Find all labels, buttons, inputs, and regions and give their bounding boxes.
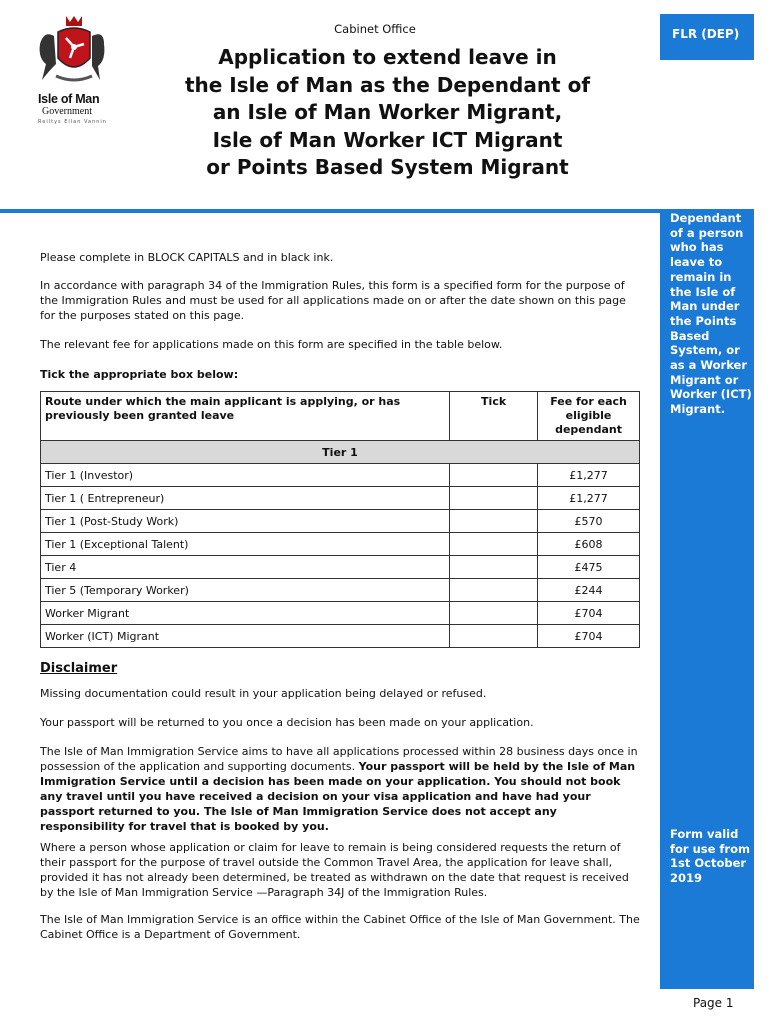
- rules-paragraph: In accordance with paragraph 34 of the Immigration Rules, this form is a specified form for the purpose of the Immigration Rules and must be used for all applications made on or after the date shown on this page for the purposes stated on this page.: [40, 279, 626, 322]
- fee-cell: £704: [538, 625, 640, 648]
- fee-cell: £475: [538, 556, 640, 579]
- fee-cell: £570: [538, 510, 640, 533]
- passport-warning: Your passport will be held by the Isle of Man Immigration Service until a decision has been made on your application. You should not book any travel until you have received a decision on your visa application and have had your passport returned to you. The Isle of Man Immigration Service does not accept any responsibility for travel that is booked by you.: [40, 760, 636, 833]
- tick-box[interactable]: [450, 556, 538, 579]
- table-row: [41, 510, 640, 533]
- fee-column-header: Fee for each eligible dependant: [538, 392, 640, 441]
- sidebar: [660, 209, 754, 989]
- tier-section-label: Tier 1: [41, 441, 640, 464]
- logo-tagline: Reiltys Ellan Vannin: [38, 119, 107, 125]
- coat-of-arms-icon: [36, 14, 108, 90]
- tick-box[interactable]: [450, 579, 538, 602]
- disclaimer-heading: Disclaimer: [40, 661, 118, 676]
- tick-column-header: Tick: [450, 392, 538, 441]
- tick-box[interactable]: [450, 464, 538, 487]
- title-line: Application to extend leave in: [218, 45, 557, 69]
- disclaimer-paragraph: The Isle of Man Immigration Service is an office within the Cabinet Office of the Isle of Man Government. The Cabinet Office is a Department of Government.: [40, 913, 640, 941]
- title-line: Isle of Man Worker ICT Migrant: [212, 127, 563, 152]
- disclaimer-paragraph: Your passport will be returned to you once a decision has been made on your application.: [40, 716, 534, 729]
- route-cell: Worker Migrant: [41, 602, 450, 625]
- tick-heading: Tick the appropriate box below:: [40, 368, 239, 381]
- page-title: [150, 44, 625, 182]
- department-name: Cabinet Office: [334, 22, 416, 36]
- title-line: the Isle of Man as the Dependant of: [184, 72, 591, 97]
- table-row: [41, 602, 640, 625]
- table-row: [41, 533, 640, 556]
- route-cell: Tier 1 (Investor): [41, 464, 450, 487]
- route-cell: Worker (ICT) Migrant: [41, 625, 450, 648]
- fee-intro-paragraph: The relevant fee for applications made on this form are specified in the table below.: [40, 338, 503, 351]
- table-row: [41, 579, 640, 602]
- title-line: or Points Based System Migrant: [206, 155, 569, 179]
- route-cell: Tier 1 (Exceptional Talent): [41, 533, 450, 556]
- tier-section-row: [41, 441, 640, 464]
- tick-box[interactable]: [450, 602, 538, 625]
- fee-cell: £704: [538, 602, 640, 625]
- tick-box[interactable]: [450, 510, 538, 533]
- header-divider: [0, 209, 660, 213]
- disclaimer-paragraph: Where a person whose application or claim for leave to remain is being considered requests the return of their passport for the purpose of travel outside the Common Travel Area, the application for leave shall, provided it has not already been determined, be treated as withdrawn on the date that request is received by the Isle of Man Immigration Service —Paragraph 34J of the Immigration Rules.: [40, 841, 629, 899]
- title-line: an Isle of Man Worker Migrant,: [212, 100, 563, 124]
- table-header-row: [41, 392, 640, 441]
- government-logo: [32, 14, 112, 125]
- route-cell: Tier 1 (Post-Study Work): [41, 510, 450, 533]
- logo-subtitle: Government: [42, 106, 92, 117]
- instruction-text: Please complete in BLOCK CAPITALS and in black ink.: [40, 251, 334, 264]
- sidebar-validity: Form valid for use from 1st October 2019: [670, 827, 750, 886]
- logo-name: Isle of Man: [38, 92, 100, 106]
- tick-box[interactable]: [450, 487, 538, 510]
- form-code-badge: FLR (DEP): [660, 14, 754, 60]
- tick-box[interactable]: [450, 533, 538, 556]
- page-number: Page 1: [693, 996, 734, 1010]
- fee-cell: £1,277: [538, 464, 640, 487]
- sidebar-description: Dependant of a person who has leave to remain in the Isle of Man under the Points Based System, or as a Worker Migrant or Worker (ICT) Migrant.: [670, 211, 752, 417]
- fee-cell: £1,277: [538, 487, 640, 510]
- table-row: [41, 487, 640, 510]
- route-cell: Tier 4: [41, 556, 450, 579]
- disclaimer-paragraph: [40, 744, 640, 834]
- fee-cell: £608: [538, 533, 640, 556]
- route-cell: Tier 1 ( Entrepreneur): [41, 487, 450, 510]
- route-cell: Tier 5 (Temporary Worker): [41, 579, 450, 602]
- fee-table: [40, 391, 640, 648]
- table-row: [41, 625, 640, 648]
- table-row: [41, 556, 640, 579]
- fee-cell: £244: [538, 579, 640, 602]
- route-column-header: Route under which the main applicant is applying, or has previously been granted leave: [41, 392, 450, 441]
- processing-text: The Isle of Man Immigration Service aims to have all applications processed within 28 business days once in possession of the application and supporting documents.: [40, 745, 638, 773]
- disclaimer-paragraph: Missing documentation could result in your application being delayed or refused.: [40, 687, 487, 700]
- table-row: [41, 464, 640, 487]
- tick-box[interactable]: [450, 625, 538, 648]
